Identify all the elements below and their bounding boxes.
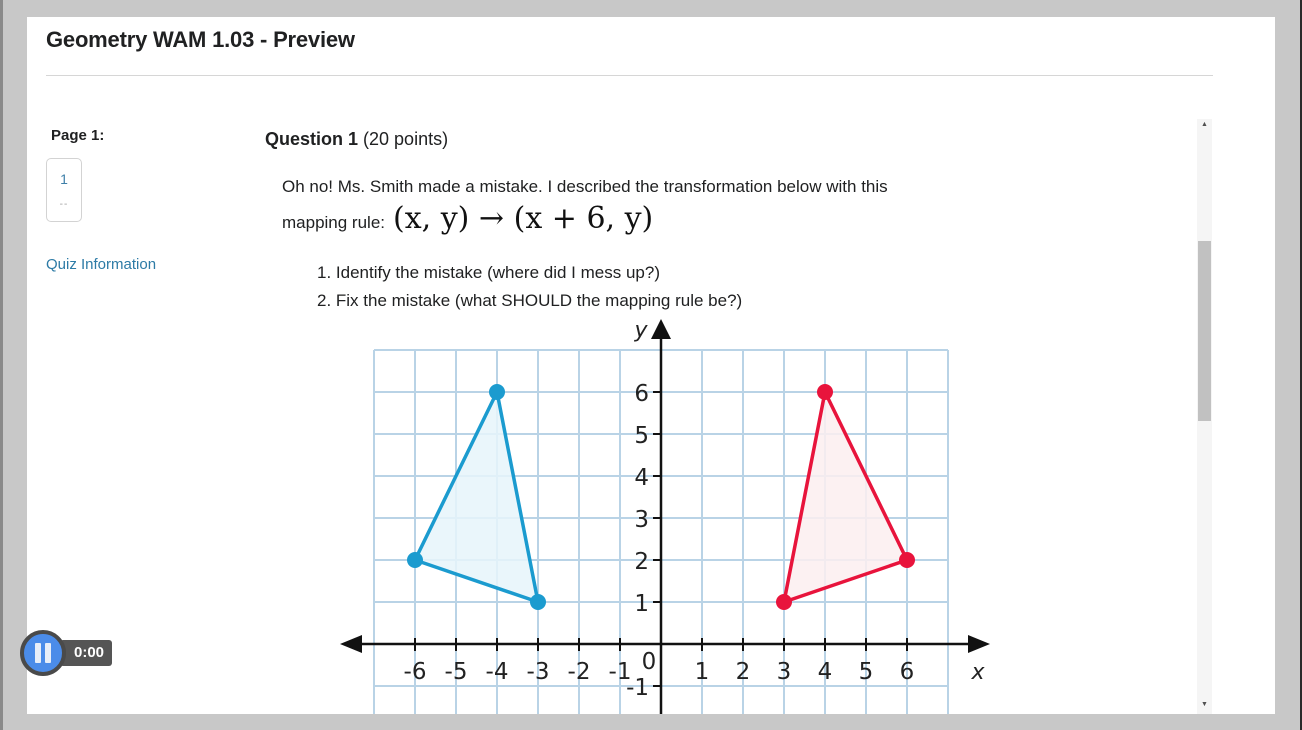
x-tick-label: -3 bbox=[526, 659, 550, 685]
x-axis-right-arrow-icon bbox=[968, 635, 990, 653]
y-axis-label: y bbox=[634, 318, 648, 343]
task-item: 1. Identify the mistake (where did I mess up?) bbox=[317, 263, 660, 282]
scroll-down-arrow-icon[interactable]: ▼ bbox=[1201, 701, 1208, 708]
x-tick-label: -2 bbox=[567, 659, 591, 685]
page-number: 1 bbox=[60, 171, 68, 187]
x-tick-label: 4 bbox=[817, 659, 833, 685]
vertex-point bbox=[407, 552, 423, 568]
question-text-line2 bbox=[282, 201, 653, 236]
scroll-up-arrow-icon[interactable]: ▲ bbox=[1201, 121, 1208, 128]
x-tick-label: -4 bbox=[485, 659, 509, 685]
timer-value: 0:00 bbox=[60, 640, 112, 666]
page-label: Page 1: bbox=[51, 127, 105, 144]
x-tick-label: 5 bbox=[858, 659, 874, 685]
mapping-rule-formula bbox=[393, 201, 653, 236]
page-tile-1[interactable] bbox=[46, 158, 82, 222]
window-left-edge bbox=[0, 0, 3, 730]
mapping-rule-label: mapping rule: bbox=[282, 213, 386, 232]
pause-icon-bar bbox=[35, 643, 41, 663]
vertex-point bbox=[817, 384, 833, 400]
y-tick-label: 2 bbox=[634, 549, 649, 575]
question-task-list bbox=[317, 259, 742, 315]
x-tick-label: -1 bbox=[608, 659, 632, 685]
title-divider bbox=[46, 75, 1213, 76]
mapping-to: (x + 6, y) bbox=[513, 201, 654, 236]
mapping-arrow: → bbox=[478, 201, 505, 236]
quiz-preview-panel bbox=[27, 17, 1275, 714]
page-title: Geometry WAM 1.03 - Preview bbox=[46, 27, 355, 52]
pause-button[interactable] bbox=[20, 630, 66, 676]
x-tick-label: -5 bbox=[444, 659, 468, 685]
y-tick-label: 4 bbox=[634, 465, 649, 491]
question-text-line1: Oh no! Ms. Smith made a mistake. I described the transformation below with this bbox=[282, 177, 888, 196]
vertex-point bbox=[776, 594, 792, 610]
vertex-point bbox=[489, 384, 505, 400]
coordinate-graph bbox=[27, 17, 1275, 714]
page-status: -- bbox=[59, 199, 69, 210]
y-axis-arrow-icon bbox=[651, 319, 671, 339]
question-header bbox=[265, 129, 448, 150]
x-tick-label: 6 bbox=[899, 659, 915, 685]
preimage-triangle bbox=[415, 392, 538, 602]
vertex-point bbox=[899, 552, 915, 568]
image-triangle bbox=[784, 392, 907, 602]
x-axis-label: x bbox=[971, 660, 985, 685]
x-tick-label: 1 bbox=[694, 659, 710, 685]
quiz-information-link[interactable]: Quiz Information bbox=[46, 256, 157, 273]
question-points: (20 points) bbox=[363, 129, 449, 149]
vertex-point bbox=[530, 594, 546, 610]
question-title: Question 1 bbox=[265, 129, 359, 149]
task-item: 2. Fix the mistake (what SHOULD the mapping rule be?) bbox=[317, 291, 743, 310]
mapping-from: (x, y) bbox=[393, 201, 470, 236]
x-tick-label: 3 bbox=[776, 659, 792, 685]
y-tick-label: -1 bbox=[626, 675, 649, 701]
y-tick-label: 6 bbox=[634, 381, 649, 407]
x-tick-label: -6 bbox=[403, 659, 427, 685]
pause-icon-bar bbox=[45, 643, 51, 663]
x-axis-left-arrow-icon bbox=[340, 635, 362, 653]
axis-origin-label: 0 bbox=[641, 649, 657, 675]
y-tick-label: 5 bbox=[634, 423, 649, 449]
scrollbar-thumb[interactable] bbox=[1198, 241, 1211, 421]
x-tick-label: 2 bbox=[735, 659, 751, 685]
timer-widget bbox=[20, 630, 112, 676]
y-tick-label: 1 bbox=[634, 591, 649, 617]
y-tick-label: 3 bbox=[634, 507, 649, 533]
